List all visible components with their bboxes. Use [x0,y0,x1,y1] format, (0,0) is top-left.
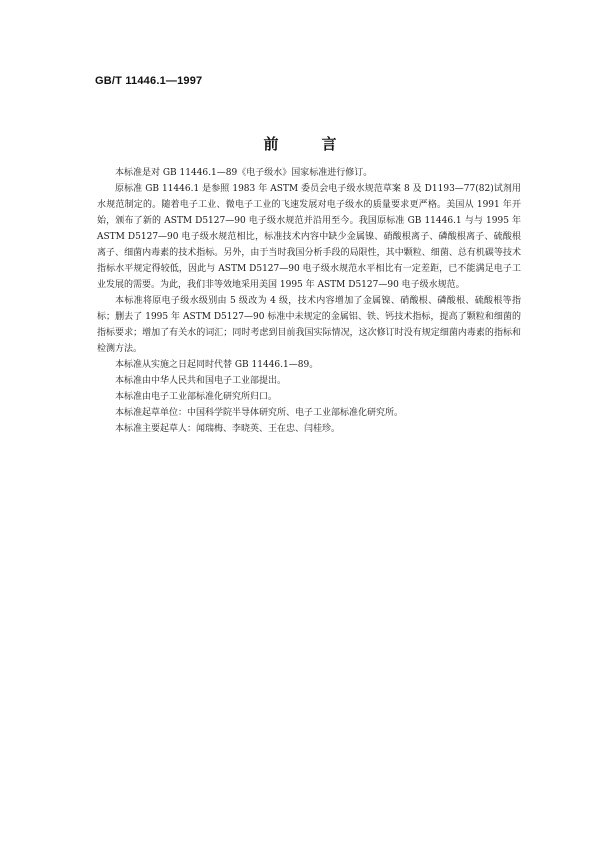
paragraph-background: 原标准 GB 11446.1 是参照 1983 年 ASTM 委员会电子级水规范草案 8 及 D1193—77(82)试剂用水规范制定的。随着电子工业、微电子工业的飞速发展对电子级水的质量要求更严格。美国从 1991 年开始，颁布了新的 ASTM D5127—90 电子级水规范并沿用至今。我国原标准 GB 11446.1 与与 1995 年 ASTM D5127—90 电子级水规范相比，标准技术内容中缺少金属镍、硝酸根离子、磷酸根离子、硫酸根离子、细菌内毒素的技术指标。另外，由于当时我国分析手段的局限性，其中颗粒、细菌、总有机碳等技术指标水平规定得较低，因此与 ASTM D5127—90 电子级水规范水平相比有一定差距，已不能满足电子工业发展的需要。为此，我们非等效地采用美国 1995 年 ASTM D5127—90 电子级水规范。 [97,184,521,290]
paragraph-administrator: 本标准由电子工业部标准化研究所归口。 [115,392,278,402]
paragraph-replacement: 本标准从实施之日起同时代替 GB 11446.1—89。 [115,360,319,370]
paragraph-changes: 本标准将原电子级水级别由 5 级改为 4 级，技术内容增加了金属镍、硝酸根、磷酸根、硫酸根等指标；删去了 1995 年 ASTM D5127—90 标准中未规定的金属铝、铁、钙技术指标，提高了颗粒和细菌的指标要求；增加了有关水的词汇；同时考虑到目前我国实际情况，这次修订时没有规定细菌内毒素的指标和检测方法。 [97,296,521,354]
paragraph-revision-basis: 本标准是对 GB 11446.1—89《电子级水》国家标准进行修订。 [115,168,373,178]
paragraph-drafting-units: 本标准起草单位：中国科学院半导体研究所、电子工业部标准化研究所。 [115,408,404,418]
foreword-body [97,165,521,437]
page-title: 前 言 [263,135,351,153]
standard-number: GB/T 11446.1—1997 [95,75,203,87]
paragraph-proposer: 本标准由中华人民共和国电子工业部提出。 [115,376,287,386]
paragraph-drafters: 本标准主要起草人：闻瑞梅、李晓英、王在忠、闫桂珍。 [115,424,341,434]
